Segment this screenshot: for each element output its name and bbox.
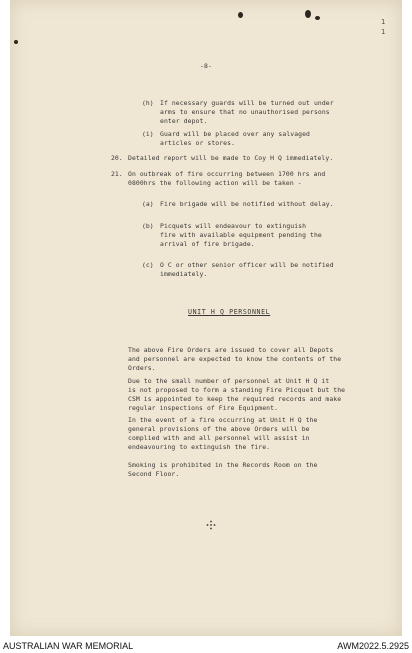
sub-item-label: (a) bbox=[142, 200, 154, 208]
body-line: Due to the small number of personnel at Unit H Q it bbox=[128, 377, 330, 385]
punch-mark bbox=[14, 40, 18, 44]
body-line: CSM is appointed to keep the required records and make bbox=[128, 395, 342, 403]
punch-mark bbox=[315, 16, 320, 20]
cross-mark-icon bbox=[206, 520, 216, 530]
body-line: Smoking is prohibited in the Records Room on the bbox=[128, 461, 318, 469]
item-label: (i) bbox=[142, 130, 154, 138]
sub-item-label: (c) bbox=[142, 261, 154, 269]
body-line: In the event of a fire occurring at Unit H Q the bbox=[128, 416, 318, 424]
sub-item-line: arrival of fire brigade. bbox=[160, 240, 255, 248]
footer bbox=[0, 638, 412, 653]
item-label: (h) bbox=[142, 99, 154, 107]
item-line: Guard will be placed over any salvaged bbox=[160, 130, 311, 138]
body-line: and personnel are expected to know the contents of the bbox=[128, 355, 342, 363]
item-line: enter depot. bbox=[160, 117, 208, 125]
page-number: -8- bbox=[200, 62, 212, 70]
body-line: endeavouring to extinguish the fire. bbox=[128, 443, 271, 451]
footer-source: AUSTRALIAN WAR MEMORIAL bbox=[3, 641, 134, 651]
paragraph-text: On outbreak of fire occurring between 1700 hrs and bbox=[128, 170, 326, 178]
side-mark: 1 bbox=[381, 18, 386, 26]
punch-mark bbox=[305, 10, 311, 18]
body-line: regular inspections of Fire Equipment. bbox=[128, 404, 279, 412]
body-line: is not proposed to form a standing Fire Picquet but the bbox=[128, 386, 346, 394]
item-line: arms to ensure that no unauthorised persons bbox=[160, 108, 330, 116]
paragraph-text: Detailed report will be made to Coy H Q immediately. bbox=[128, 154, 334, 162]
body-line: The above Fire Orders are issued to cover all Depots bbox=[128, 346, 334, 354]
punch-mark bbox=[238, 12, 243, 18]
body-line: Second Floor. bbox=[128, 470, 180, 478]
sub-item-line: Picquets will endeavour to extinguish bbox=[160, 222, 307, 230]
item-line: articles or stores. bbox=[160, 139, 236, 147]
body-line: general provisions of the above Orders will be bbox=[128, 425, 310, 433]
sub-item-label: (b) bbox=[142, 222, 154, 230]
sub-item-line: Fire brigade will be notified without delay. bbox=[160, 200, 334, 208]
sub-item-line: O C or other senior officer will be notified bbox=[160, 261, 334, 269]
body-line: complied with and all personnel will assist in bbox=[128, 434, 310, 442]
paragraph-number: 21. bbox=[111, 170, 123, 178]
section-heading: UNIT H Q PERSONNEL bbox=[188, 308, 271, 316]
sub-item-line: immediately. bbox=[160, 270, 208, 278]
paragraph-number: 20. bbox=[111, 154, 123, 162]
side-mark: 1 bbox=[381, 28, 386, 36]
sub-item-line: fire with available equipment pending the bbox=[160, 231, 322, 239]
item-line: If necessary guards will be turned out under bbox=[160, 99, 334, 107]
footer-accession-number: AWM2022.5.2925 bbox=[337, 641, 409, 651]
paragraph-text: 0800hrs the following action will be taken - bbox=[128, 179, 302, 187]
document-page bbox=[10, 0, 402, 636]
body-line: Orders. bbox=[128, 364, 156, 372]
